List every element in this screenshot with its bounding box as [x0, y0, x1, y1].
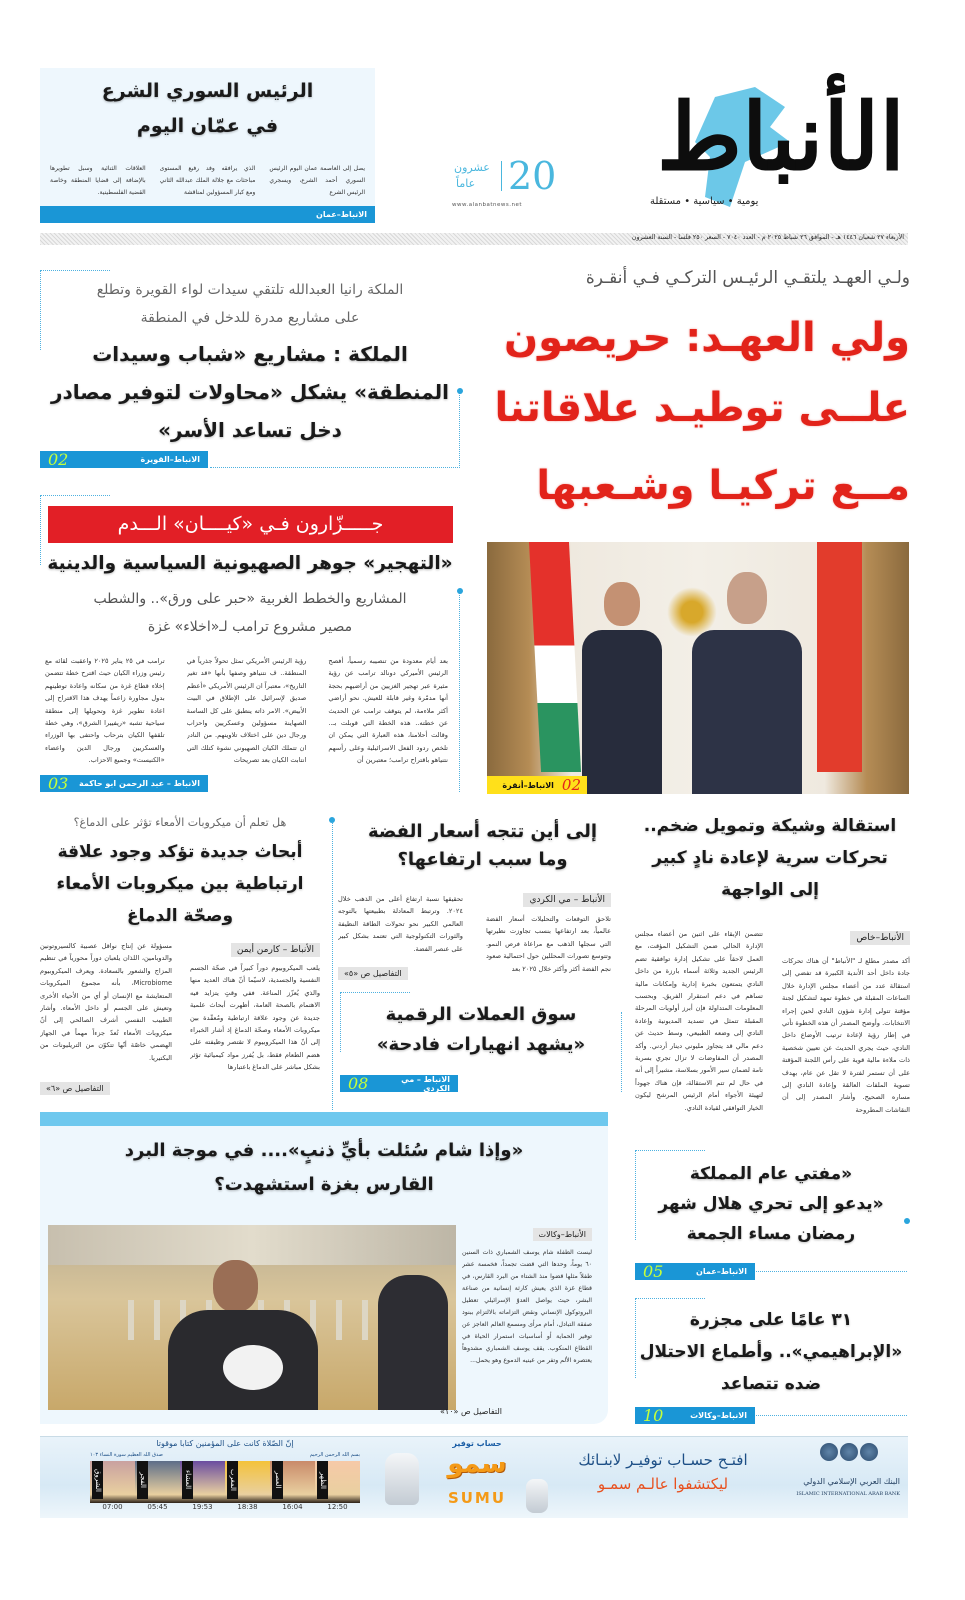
mufti-story[interactable]: [635, 1150, 907, 1280]
tagline: يومية • سياسية • مستقلة: [650, 196, 759, 207]
ibrahimi-tag-page: 10: [643, 1406, 664, 1425]
silver-headline-line2: وما سبب ارتفاعها؟: [397, 849, 568, 870]
prayer-cell: [270, 1461, 315, 1503]
prayer-name: المغرب: [227, 1461, 238, 1499]
top-headline-line2: في عمّان اليوم: [136, 115, 279, 137]
top-box-tag-label: الانباط–عمان: [316, 210, 367, 219]
prayer-cell: [225, 1461, 270, 1503]
gaza-byline: الأنباط–وكالات: [533, 1228, 592, 1241]
bank-name-en: ISLAMIC INTERNATIONAL ARAB BANK: [796, 1491, 900, 1497]
microbe-byline: الأنباط – كارمن أيمن: [231, 943, 320, 957]
zionism-tag-label: الانباط – عبد الرحمن ابو حاكمة: [78, 779, 200, 788]
crypto-story[interactable]: [340, 992, 622, 1092]
queen-tag-page: 02: [48, 450, 69, 469]
ad-slogan-line2: ليكتشفوا عالـم سمـو: [597, 1475, 729, 1493]
bank-emblem-icon: [820, 1443, 878, 1461]
lead-headline-line1: ولي العهـد: حريصون: [503, 315, 910, 361]
prayer-name: الشروق: [92, 1461, 103, 1499]
lead-story[interactable]: [485, 262, 910, 797]
top-column-1: يصل إلى العاصمة عمان اليوم الرئيس السوري أحمد الشرع، ويسجري الرئيس الشرع: [269, 165, 365, 196]
prayer-cell: [315, 1461, 360, 1503]
zionism-banner: [48, 506, 453, 543]
club-column-1: أكد مصدر مطلع لـ "الأنباط" أن هناك تحركات جادة داخل أحد الأندية الكبيرة قد تفضي إلى استقالة عدد من أعضاء مجلس الإدارة خلال الساعات المقبلة في خطوة تمهد لتشكيل لجنة مؤقتة تتولى إدارة شؤون النادي لحين إجراء الانتخابات. وأوضح المصدر أن هذه الخطوة تأتي في إطار رؤية لإعادة ترتيب الأوضاع داخل النادي، حيث يجري الحديث عن تعيين شخصية ذات ملاءة مالية قوية على رأس اللجنة المؤقتة على أن تستمر لفترة لا تقل عن عام، بهدف تسوية الملفات العالقة وإعادة النادي إلى مساره الصحيح. وأشار المصدر إلى أن النقاشات المطروحة: [782, 957, 910, 1114]
microbe-kicker: هل تعلم أن ميكروبات الأمعاء تؤثر على الدماغ؟: [73, 816, 287, 829]
top-column-2: الذي يرافقه وفد رفيع المستوى مباحثات مع جلالة الملك عبدالله الثاني ومع كبار المسؤولين لمناقشة: [159, 165, 256, 196]
product-top: حساب توفير: [452, 1439, 502, 1448]
prayer-cell: [180, 1461, 225, 1503]
prayer-strip: [90, 1461, 360, 1503]
prayer-times-row: [90, 1503, 360, 1515]
club-headline-line3: إلى الواجهة: [721, 880, 819, 900]
ibrahimi-headline-line2: «الإبراهيمي».. وأطماع الاحتلال: [639, 1342, 903, 1362]
crypto-headline-line2: «يشهد انهيارات فادحة»: [376, 1034, 586, 1055]
queen-headline-line2: المنطقة» يشكل «محاولات لتوفير مصادر: [51, 380, 449, 404]
microbe-headline-line2: ارتباطية بين ميكروبات الأمعاء: [56, 874, 304, 894]
microbe-story[interactable]: [40, 812, 320, 1100]
gaza-photo[interactable]: [48, 1225, 456, 1410]
bank-name-ar: البنك العربي الإسلامي الدولي: [803, 1477, 900, 1486]
lead-headline-line3: مــع تركيـا وشـعبها: [536, 463, 910, 509]
zionism-tag: [40, 775, 208, 792]
club-headline-line2: تحركات سرية لإعادة نادٍ كبير: [652, 848, 888, 868]
club-headline-line1: استقالة وشيكة وتمويل ضخم..: [643, 816, 897, 836]
prayer-time: 07:00: [102, 1503, 123, 1511]
silver-headline-line1: إلى أين تتجه أسعار الفضة: [367, 821, 598, 842]
anniversary-number: 20: [508, 154, 557, 198]
prayer-time: 16:04: [282, 1503, 303, 1511]
queen-subhead-line1: الملكة رانيا العبدالله تلتقي سيدات لواء القويرة وتطلع: [96, 282, 404, 298]
prayer-name: الظهر: [317, 1461, 328, 1499]
crypto-headline-line1: سوق العملات الرقمية: [385, 1004, 577, 1025]
silver-byline: الأنباط – مي الكردي: [523, 893, 611, 907]
zionism-banner-text: جـــــزّارون فـي «كيــــان» الـــدم: [117, 513, 384, 535]
gaza-headline-line2: القارس بغزة استشهدت؟: [214, 1174, 434, 1195]
prayer-time: 12:50: [327, 1503, 348, 1511]
gaza-headline-line1: «وإذا شام سُئلت بأيِّ ذنبٍ».... في موجة البرد: [124, 1140, 524, 1161]
prayer-time: 05:45: [147, 1503, 168, 1511]
prayer-time: 18:38: [237, 1503, 258, 1511]
date-bar: [40, 233, 908, 245]
microbe-headline-line3: وصحّة الدماغ: [126, 906, 234, 926]
microbe-details-link[interactable]: التفاصيل ص «٦»: [40, 1082, 110, 1095]
silver-details-link[interactable]: التفاصيل ص «٥»: [338, 967, 408, 980]
robot-left-icon: [385, 1453, 419, 1505]
zionism-column-2: رؤية الرئيس الأمريكي تمثل تحولاً جذرياً في المنطقة.. ف نتنياهو وصفها بأنها «قد تغير التاريخ»، معتبراً ان الرئيس الأمريكي «أعظم صديق لإسرائيل على الإطلاق في البيت الأبيض». الامر ذاته ينطبق على كل الساسة الصهاينة مسؤولين وعسكريين واحزاب ورجال دين على اختلاف تلاوينهم. من النادر ان تتملك الكيان الصهيوني نشوة كتلك التي انتابت الكيان بعد تصريحات: [186, 657, 307, 765]
lead-headline-line2: علــى توطيـد علاقاتنا: [494, 385, 910, 431]
product-ar: سمو: [447, 1449, 507, 1479]
lead-photo-caption: [487, 776, 587, 794]
gaza-details-link[interactable]: التفاصيل ص «١٠»: [440, 1407, 502, 1416]
gaza-story[interactable]: [40, 1112, 608, 1424]
mufti-tag: [635, 1263, 755, 1280]
logo-text: الأنباط: [656, 83, 905, 191]
microbe-headline-line1: أبحاث جديدة تؤكد وجود علاقة: [57, 842, 303, 862]
microbe-column-2: مسؤولة عن إنتاج نواقل عصبية كالسيروتونين والدوبامين، اللذان يلعبان دوراً محورياً في تنظيم المزاج والشعور بالسعادة. ويعرف الميكروبيوم Microbiome، بأنه مجموع الميكروبات المتعايشة مع الإنسان أو أي من الأحياء الأخرى وتعيش على الجسم أو داخل الأمعاء. وأشار الطبيب النفسي أشرف الصالحي إلى أنّ ميكروبات الأمعاء تُعدّ جزءاً مهماً في الجهاز الهضمي خاصّة أنّها تتكوّن من التريليونات من البكتيريا.: [40, 942, 172, 1062]
mufti-headline-line2: «يدعو إلى تحري هلال شهر: [658, 1194, 884, 1214]
mourner-figure: [168, 1260, 318, 1410]
club-byline: الأنباط–خاص: [850, 931, 910, 945]
lead-photo-caption-text: الانباط–أنقرة: [502, 780, 554, 790]
crypto-tag-page: 08: [348, 1074, 369, 1093]
zionism-tag-page: 03: [48, 774, 69, 793]
bismillah: بسم الله الرحمن الرحيم: [309, 1452, 360, 1458]
prayer-time: 19:53: [192, 1503, 213, 1511]
queen-tag: [40, 451, 208, 468]
prayer-name: الفجر: [137, 1461, 148, 1499]
silver-story[interactable]: [320, 815, 625, 985]
mufti-headline-line3: رمضان مساء الجمعة: [686, 1224, 856, 1244]
top-column-3: العلاقات الثنائية وسبل تطويرها بالإضافة إلى قضايا المنطقة وخاصة القضية الفلسطينية.: [49, 165, 146, 196]
top-story-box[interactable]: [40, 68, 375, 223]
ad-slogan-line1: افتـح حسـاب توفيـر لابنـائك: [578, 1451, 748, 1469]
person-right: [692, 572, 802, 794]
zionism-story[interactable]: [40, 495, 460, 792]
zionism-headline: «التهجير» جوهر الصهيونية السياسية والدينية: [47, 553, 453, 574]
ibrahimi-headline-line3: ضده تتصاعد: [720, 1374, 822, 1394]
top-box-tag: [40, 206, 375, 223]
turkey-flag: [817, 542, 862, 772]
anniversary-badge: [452, 155, 562, 215]
crypto-tag: [340, 1075, 458, 1092]
prayer-cell: [90, 1461, 135, 1503]
jordan-flag: [529, 542, 581, 772]
club-column-2: تتضمن الإبقاء على اثنين من أعضاء مجلس الإدارة الحالي ضمن التشكيل المؤقت، مع العمل لاحقاً على تشكيل إدارة توافقية تضم الرئيس الجديد وثلاثة أسماء بارزة من داخل النادي يتمتعون بخبرة إدارية وإمكانات مالية تساهم في دعم استقرار الفريق. وبحسب المعلومات المتداولة فإن أبرز أولويات المرحلة المقبلة تتمثل في تسديد المديونية وإعادة النادي إلى وضعه الطبيعي، وسط حديث عن دعم مالي قد يتجاوز مليوني دينار أردني. وأكد المصدر أن المفاوضات لا تزال تجري بسرية تامة لضمان سير الأمور بسلاسة، مشيراً إلى أنه في حال لم تتم الاستقالة، فإن هناك جهوداً لتهيئة الأجواء أمام الرئيس المرشح ليكون الخيار التوافقي لقيادة النادي.: [635, 930, 763, 1112]
lead-photo[interactable]: [487, 542, 909, 794]
ibrahimi-tag-label: الانباط–وكالات: [690, 1411, 747, 1420]
mufti-headline-line1: «مفتي عام المملكة: [689, 1164, 853, 1184]
lead-photo-page: 02: [561, 776, 581, 794]
silver-column-1: تلاحق التوقعات والتحليلات أسعار الفضة عالمياً، بعد ارتفاعها بنسب تجاوزت نظيرتها التي سجلها الذهب مع مراعاة فرص النمو. وتتوسع تصورات المحللين حول احتمالية صعود نجم الفضة أكثر وأكثر خلال ٢٠٢٥ بعد: [486, 915, 611, 973]
queen-headline-line1: الملكة : مشاريع «شباب وسيدات: [92, 342, 408, 366]
tent-area: [48, 1225, 456, 1265]
prayer-section: [90, 1439, 360, 1517]
queen-story[interactable]: [40, 270, 460, 468]
queen-subhead-line2: على مشاريع مدرة للدخل في المنطقة: [140, 310, 360, 326]
queen-tag-label: الانباط–القويرة: [140, 455, 200, 464]
masthead-logo[interactable]: [580, 72, 910, 212]
woman-figure: [378, 1275, 448, 1410]
verse-ref: صدق الله العظيم سورة النساء ١٠٣: [90, 1452, 163, 1458]
top-headline-line1: الرئيس السوري الشرع: [101, 80, 314, 102]
microbe-column-1: يلعب الميكروبيوم دوراً كبيراً في صحّة الجسم النفسية والجسدية، لاسيّما أنّ هناك العديد منها والذي يُعزّز المناعة. ففي وقتٍ يتزايد فيه الاهتمام بالصحة العامة، أظهرت أبحاث علمية جديدة عن وجود علاقة ارتباطية ومُعقّدة بين ميكروبات الأمعاء وصحّة الدماغ إذ أشار الخبراء إلى أنّ هذا الميكروبيوم لا تقتصر وظيفته على هضم الطعام فقط، بل يُفرز مواد كيميائية تؤثر بشكل مباشر على الدماغ باعتبارها: [190, 964, 320, 1072]
mufti-tag-label: الانباط–عمان: [696, 1267, 747, 1276]
sumu-product: [380, 1439, 550, 1518]
prayer-name: العصر: [272, 1461, 283, 1499]
silver-column-2: تحقيقها نسبة ارتفاع أعلى من الذهب خلال ٢٠٢٤. وترتبط المعادلة بطبيعتها بالتوجه العالمي الكبير نحو تحولات الطاقة النظيفة والثورات التكنولوجية التي تعتمد بشكل كبير على عنصر الفضة.: [338, 895, 463, 953]
zionism-subhead-line1: المشاريع والخطط الغربية «حبر على ورق».. والشطب: [93, 591, 407, 607]
bank-ad[interactable]: [40, 1436, 908, 1518]
person-left: [582, 582, 662, 794]
website[interactable]: www.alanbatnews.net: [452, 202, 523, 208]
ibrahimi-tag: [635, 1407, 755, 1424]
mufti-tag-page: 05: [643, 1262, 664, 1281]
date-bar-text: الأربعاء ٢٧ شعبان ١٤٤٦ هـ - الموافق ٢٦ شباط ٢٠٢٥ م - العدد ٧٠٤٠ - السعر ٢٥٠ فلسا - السنة العشرون: [631, 234, 904, 241]
club-story[interactable]: [630, 810, 910, 1140]
bank-logo: [780, 1443, 900, 1513]
ibrahimi-story[interactable]: [635, 1298, 907, 1424]
product-en: SUMU: [447, 1489, 507, 1507]
lead-kicker: ولـي العهـد يلتقـي الرئيـس التركـي فـي أنقـرة: [585, 268, 910, 288]
zionism-column-1: بعد أيام معدودة من تنصيبه رسمياً، أفصح الرئيس الأميركي دونالد ترامب عن رؤية مثيرة عبر تهجير الغزيين من أراضيهم بحجة أنها مدمّرة وغير قابلة للعيش. نحو أراضي أكثر ملاءمة، لم يتوقف ترامب عن الحديث عن خطته.. هذه الخطة التي قوبلت بـ.. وقالت أحلامنا، هذه العبارة التي يمكن ان تلخص ردود الفعل الاسرائيلية وعلى رأسهم نتنياهو باقتراح ترامب؛ معتبرين أن: [328, 657, 448, 765]
zionism-subhead-line2: مصير مشروع ترامب لـ«اخلاء» غزة: [147, 619, 353, 635]
prayer-name: العشاء: [182, 1461, 193, 1499]
queen-headline-line3: دخل تساعد الأسر»: [158, 418, 342, 442]
crypto-tag-label: الانباط – مي الكردي: [401, 1074, 450, 1093]
gaza-body: ليست الطفلة شام يوسف الشمباري ذات السنين ٦٠ يوماً، وحدها التي قضت تجمداً، فخمسة عشر طفلاً مثلها قضوا منذ الشتاء من البرد القارس، في قطاع غزة الذي يعيش كارثة إنسانية من صناعة البشر، حيث يواصل العدوّ الإسرائيلي تعطيل البروتوكول الإنساني ونقض التزاماته بالالتزام ببنود صفقة التبادل، أمام مرأى ومسمع العالم العاجز عن توفير الحماية أو أساسيات استمرار الحياة في القطاع المنكوب. يقف يوسف الشمباري مشدوهاً يعتصره الألم وتفر من عينيه الدموع وهو يحمل...: [462, 1249, 592, 1364]
zionism-column-3: ترامب في ٢٥ يناير ٢٠٢٥ واعقبت لقائه مع رئيس وزراء الكيان حيث اقترح خطة تتضمن إخلاء قطاع غزة من سكانه واعادة توطينهم بدول مجاورة زاعماً يهدف هذا الاقتراح إلى اعادة تطوير غزة وتحويلها إلى منطقة سياحية تشبه «ريفييرا الشرق»، وهي خطة تلقفها الكيان بترحاب واحتفى بها الوزراء والعسكريين ورجال الدين واعضاء «الكنيست» وجميع الاحزاب.: [44, 657, 165, 765]
ibrahimi-headline-line1: ٣١ عامًا على مجزرة: [689, 1310, 853, 1330]
prayer-verse: إنّ الصّلاة كانت على المؤمنين كتابا موقوتا: [156, 1439, 294, 1448]
robot-right-icon: [526, 1479, 548, 1513]
anniversary-word-top: عشرون: [454, 161, 490, 174]
prayer-cell: [135, 1461, 180, 1503]
anniversary-word-bottom: عاماً: [456, 177, 476, 190]
